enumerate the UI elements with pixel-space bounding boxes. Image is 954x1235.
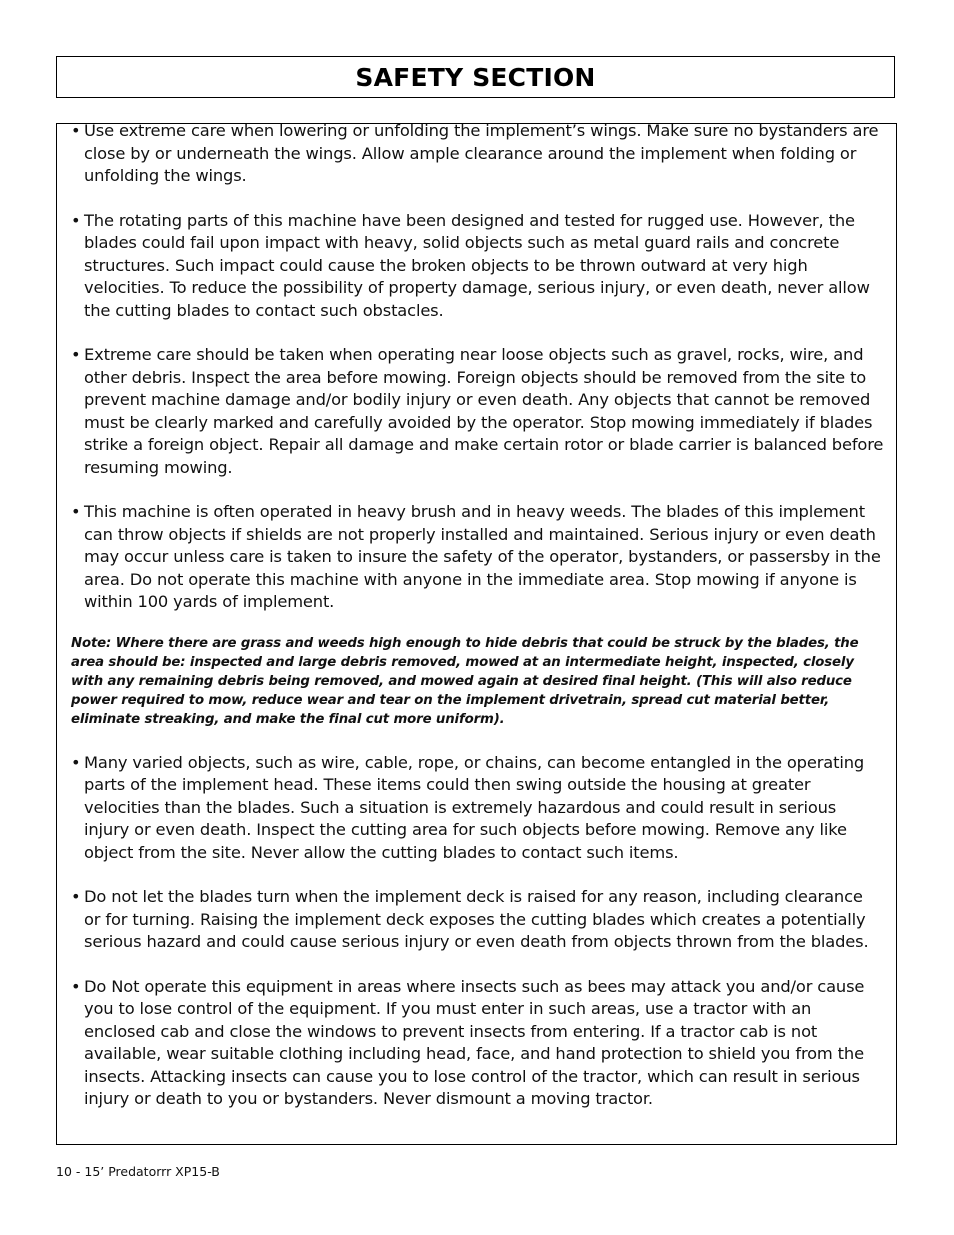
safety-bullet-wings bbox=[71, 120, 884, 188]
bullet-text: Many varied objects, such as wire, cable, rope, or chains, can become entangled in the operating parts of the implement head. These items could then swing outside the housing at greater velocities than the blades. Such a situation is extremely hazardous and could result in serious injury or even death. Inspect the cutting area for such objects before mowing. Remove any like object from the site. Never allow the cutting blades to contact such items. bbox=[84, 752, 865, 862]
bullet-text: Extreme care should be taken when operating near loose objects such as gravel, rocks, wire, and other debris. Inspect the area before mowing. Foreign objects should be removed from the site to prevent machine damage and/or bodily injury or even death. Any objects that cannot be removed must be clearly marked and carefully avoided by the operator. Stop mowing immediately if blades strike a foreign object. Repair all damage and make certain rotor or blade carrier is balanced before resuming mowing. bbox=[84, 345, 884, 477]
note-block bbox=[71, 634, 884, 729]
bullet-marker: • bbox=[71, 121, 81, 140]
safety-bullet-raised-deck bbox=[71, 886, 884, 954]
bullet-marker: • bbox=[71, 752, 81, 772]
safety-bullet-heavy-brush bbox=[71, 501, 884, 614]
page-footer: 10 - 15’ Predatorrr XP15-B bbox=[56, 1164, 220, 1179]
spacer bbox=[71, 188, 884, 210]
page-title: SAFETY SECTION bbox=[355, 62, 596, 92]
safety-bullet-insects bbox=[71, 976, 884, 1111]
bullet-text: Do Not operate this equipment in areas where insects such as bees may attack you and/or cause you to lose control of the equipment. If you must enter in such areas, use a tractor with an enclosed cab and close the windows to prevent insects from entering. If a tractor cab is not available, wear suitable clothing including head, face, and hand protection to shield you from the insects. Attacking insects can cause you to lose control of the tractor, which can result in serious injury or death to you or bystanders. Never dismount a moving tractor. bbox=[84, 976, 865, 1108]
safety-note: Note: Where there are grass and weeds high enough to hide debris that could be struck by the blades, the area should be: inspected and large debris removed, mowed at an intermediate height, inspected, closely with any remaining debris being removed, and mowed again at desired final height. (This will also reduce power required to mow, reduce wear and tear on the implement drivetrain, spread cut material better, eliminate streaking, and make the final cut more uniform). bbox=[71, 635, 859, 727]
spacer bbox=[71, 954, 884, 976]
bullet-text: This machine is often operated in heavy brush and in heavy weeds. The blades of this implement can throw objects if shields are not properly installed and maintained. Serious injury or even death may occur unless care is taken to insure the safety of the operator, bystanders, or passersby in the area. Do not operate this machine with anyone in the immediate area. Stop mowing if anyone is within 100 yards of implement. bbox=[84, 502, 881, 611]
bullet-marker: • bbox=[71, 502, 81, 521]
spacer bbox=[71, 479, 884, 501]
bullet-marker: • bbox=[71, 210, 81, 230]
bullet-marker: • bbox=[71, 345, 81, 364]
bullet-text: Do not let the blades turn when the implement deck is raised for any reason, including clearance or for turning. Raising the implement deck exposes the cutting blades which creates a potentially serious hazard and could cause serious injury or even death from objects thrown from the blades. bbox=[84, 887, 869, 951]
safety-bullet-entangled-objects bbox=[71, 752, 884, 865]
bullet-marker: • bbox=[71, 976, 81, 996]
section-title-box bbox=[56, 56, 895, 98]
bullet-marker: • bbox=[71, 887, 81, 906]
spacer bbox=[71, 322, 884, 344]
safety-bullet-rotating-parts bbox=[71, 210, 884, 323]
safety-content-box bbox=[56, 123, 897, 1145]
safety-bullet-loose-objects bbox=[71, 344, 884, 479]
spacer bbox=[71, 864, 884, 886]
bullet-text: Use extreme care when lowering or unfolding the implement’s wings. Make sure no bystanders are close by or underneath the wings. Allow ample clearance around the implement when folding or unfolding the wings. bbox=[84, 121, 879, 185]
bullet-text: The rotating parts of this machine have been designed and tested for rugged use. However, the blades could fail upon impact with heavy, solid objects such as metal guard rails and concrete structures. Such impact could cause the broken objects to be thrown outward at very high velocities. To reduce the possibility of property damage, serious injury, or even death, never allow the cutting blades to contact such obstacles. bbox=[84, 210, 870, 320]
